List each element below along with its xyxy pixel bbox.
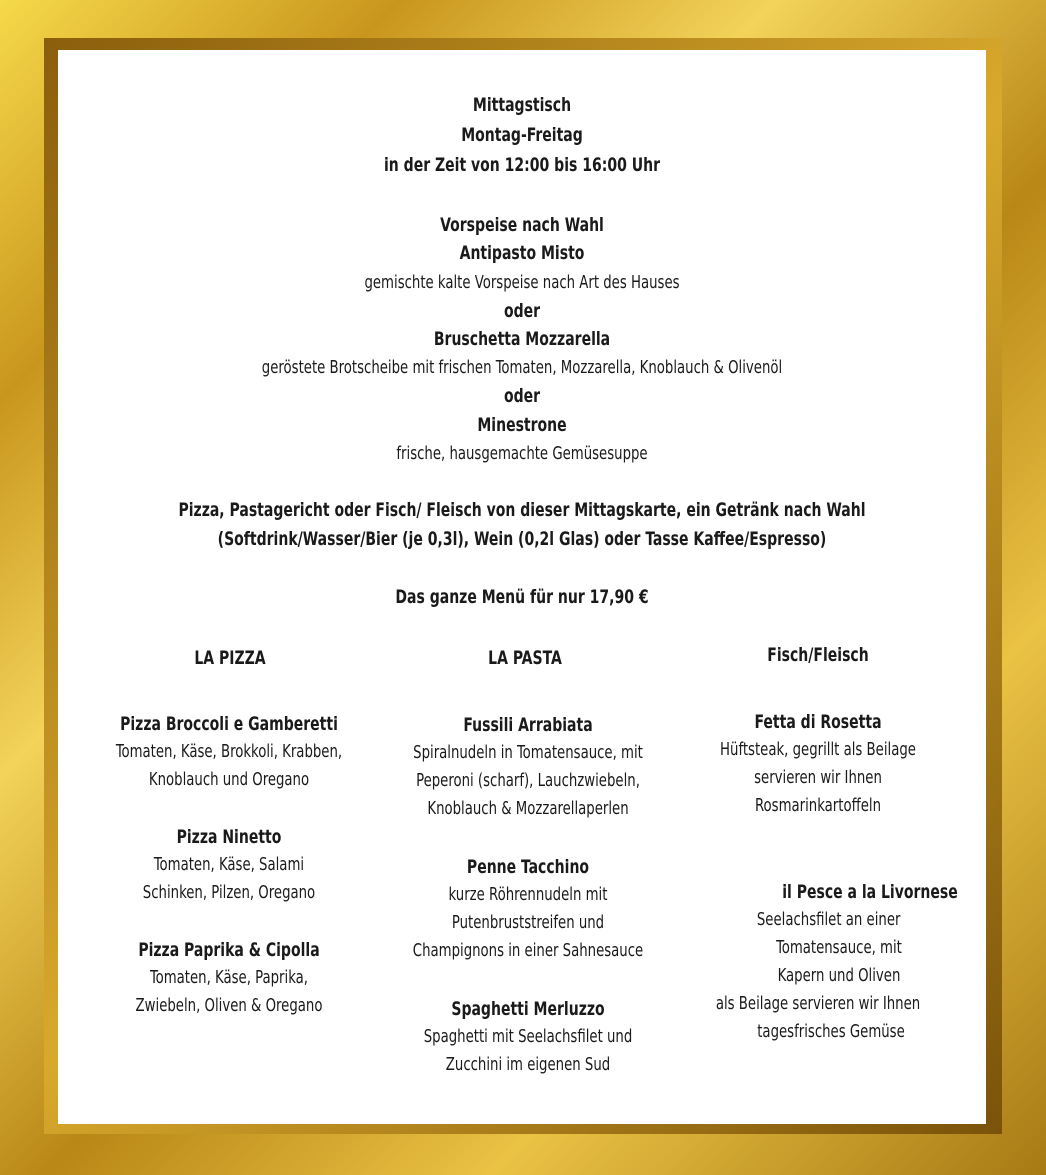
starters-heading: Vorspeise nach Wahl [440, 214, 604, 236]
dish-description: kurze Röhrennudeln mit [448, 884, 608, 905]
pizza-heading: LA PIZZA [194, 647, 266, 669]
dish-description: Tomatensauce, mit [776, 937, 902, 958]
dish-description: Zucchini im eigenen Sud [445, 1054, 611, 1075]
dish-description: Kapern und Oliven [777, 965, 901, 986]
dish-description: Schinken, Pilzen, Oregano [142, 882, 316, 903]
dish-description: Tomaten, Käse, Brokkoli, Krabben, [115, 741, 343, 762]
starter-name: Antipasto Misto [459, 242, 585, 264]
dish-description: Putenbruststreifen und [451, 912, 605, 933]
dish-description: servieren wir Ihnen [754, 767, 882, 788]
dish-description: Spiralnudeln in Tomatensauce, mit [413, 742, 643, 763]
menu-item [378, 853, 678, 965]
dish-description: Champignons in einer Sahnesauce [412, 940, 644, 961]
dish-description: tagesfrisches Gemüse [757, 1021, 905, 1042]
starter-description: gemischte kalte Vorspeise nach Art des Hauses [364, 272, 680, 293]
dish-name: Penne Tacchino [466, 856, 590, 878]
menu-item [668, 708, 968, 820]
menu-time: in der Zeit von 12:00 bis 16:00 Uhr [383, 154, 660, 176]
dish-description: Peperoni (scharf), Lauchzwiebeln, [416, 770, 640, 791]
dish-name: Pizza Ninetto [176, 826, 282, 848]
pasta-heading: LA PASTA [488, 647, 562, 669]
dish-description: als Beilage servieren wir Ihnen [715, 993, 921, 1014]
menu-item [79, 823, 379, 907]
dish-description: Knoblauch & Mozzarellaperlen [427, 798, 629, 819]
menu-item [79, 710, 379, 794]
dish-name: Pizza Broccoli e Gamberetti [120, 713, 338, 735]
offer-line: (Softdrink/Wasser/Bier (je 0,3l), Wein (0,2l Glas) oder Tasse Kaffee/Espresso) [217, 528, 827, 550]
starter-name: Bruschetta Mozzarella [433, 328, 611, 350]
starter-description: frische, hausgemachte Gemüsesuppe [396, 443, 648, 464]
menu-item [79, 936, 379, 1020]
dish-description: Rosmarinkartoffeln [754, 795, 882, 816]
offer-line: Pizza, Pastagericht oder Fisch/ Fleisch von dieser Mittagskarte, ein Getränk nach Wahl [178, 499, 866, 521]
menu-days: Montag-Freitag [461, 124, 583, 146]
menu-title: Mittagstisch [472, 94, 572, 116]
menu-item [668, 878, 968, 1046]
menu-item [378, 711, 678, 823]
menu-card [58, 50, 986, 1124]
menu-price: Das ganze Menü für nur 17,90 € [395, 586, 649, 608]
dish-name: Pizza Paprika & Cipolla [138, 939, 320, 961]
or-separator: oder [503, 300, 541, 322]
dish-name: Fussili Arrabiata [463, 714, 593, 736]
menu-item [378, 995, 678, 1079]
starter-name: Minestrone [477, 414, 567, 436]
dish-description: Tomaten, Käse, Salami [153, 854, 305, 875]
dish-description: Hüftsteak, gegrillt als Beilage [720, 739, 916, 760]
starter-description: geröstete Brotscheibe mit frischen Tomaten, Mozzarella, Knoblauch & Olivenöl [261, 357, 783, 378]
dish-description: Zwiebeln, Oliven & Oregano [135, 995, 323, 1016]
dish-description: Spaghetti mit Seelachsfilet und [423, 1026, 633, 1047]
dish-description: Tomaten, Käse, Paprika, [150, 967, 308, 988]
or-separator: oder [503, 385, 541, 407]
dish-name: il Pesce a la Livornese [782, 881, 958, 903]
dish-description: Knoblauch und Oregano [148, 769, 310, 790]
fish-heading: Fisch/Fleisch [767, 644, 869, 666]
dish-name: Fetta di Rosetta [754, 711, 882, 733]
dish-name: Spaghetti Merluzzo [451, 998, 605, 1020]
dish-description: Seelachsfilet an einer [756, 909, 901, 930]
